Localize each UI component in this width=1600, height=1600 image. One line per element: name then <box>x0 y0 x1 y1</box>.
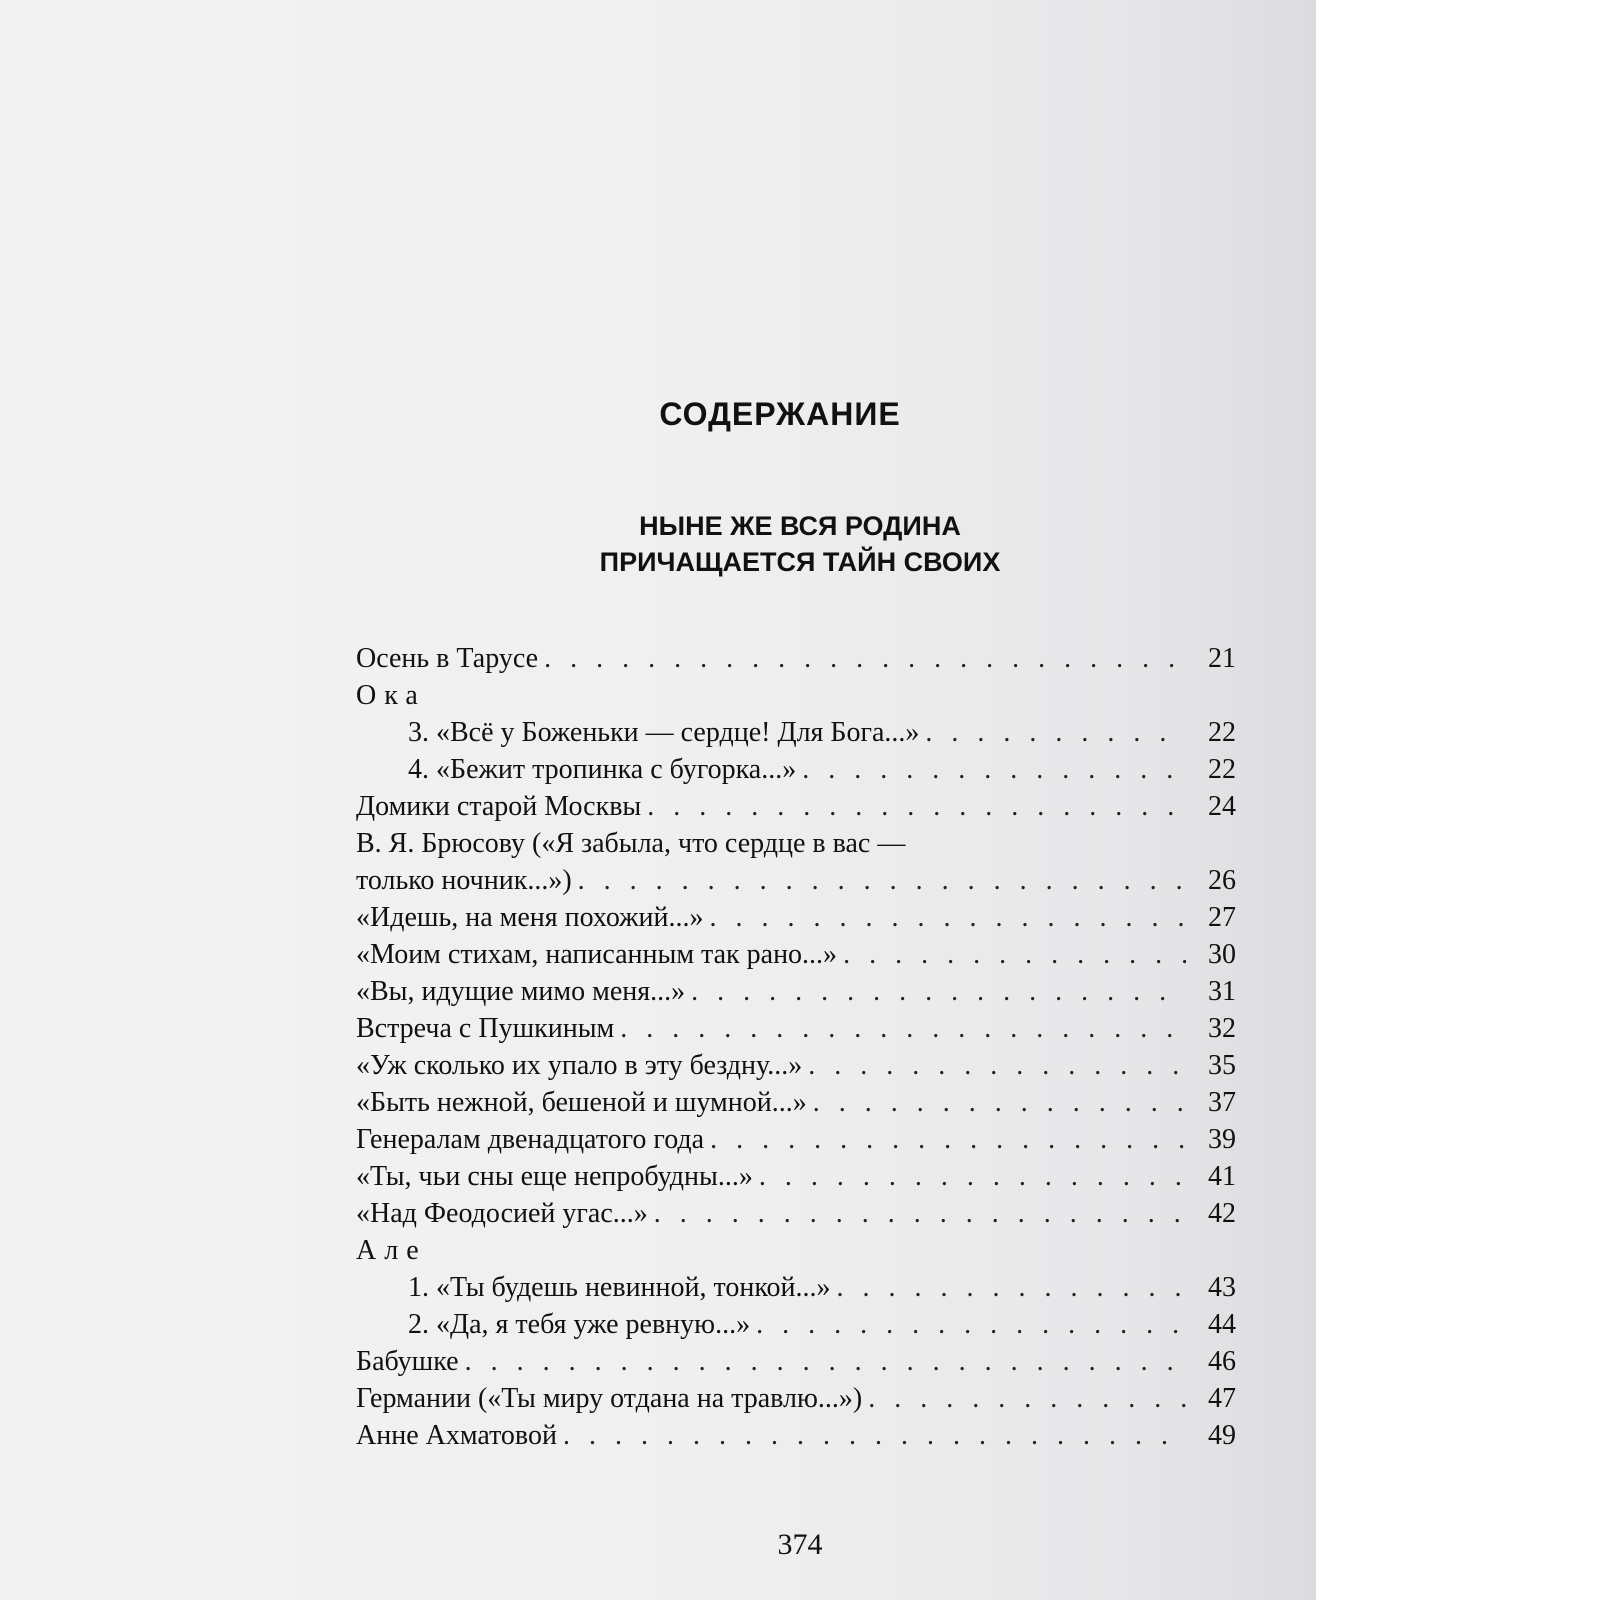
toc-entry-title: «Вы, идущие мимо меня...» <box>356 976 686 1007</box>
toc-entry <box>356 640 1236 677</box>
contents-heading: СОДЕРЖАНИЕ <box>659 396 901 432</box>
toc-entry-page: 37 <box>1208 1087 1236 1118</box>
toc-entry <box>356 1343 1236 1380</box>
toc-entry <box>356 788 1236 825</box>
toc-entry-title: В. Я. Брюсову («Я забыла, что сердце в вас — <box>356 828 906 859</box>
toc-entry-title: Домики старой Москвы <box>356 791 642 822</box>
toc-entry <box>356 1047 1236 1084</box>
toc-entry-page: 24 <box>1208 791 1236 822</box>
toc-entry <box>356 714 1236 751</box>
dot-leader <box>563 1417 1186 1454</box>
toc-entry-page: 27 <box>1208 902 1236 933</box>
toc-entry-page: 46 <box>1208 1346 1236 1377</box>
toc-entry-title: Але <box>356 1235 427 1266</box>
dot-leader <box>925 714 1186 751</box>
dot-leader <box>709 899 1186 936</box>
dot-leader <box>465 1343 1186 1380</box>
toc-entry-first-line <box>356 825 1236 862</box>
toc-entry-title: Ока <box>356 680 426 711</box>
dot-leader <box>843 936 1186 973</box>
toc-entry-page: 21 <box>1208 643 1236 674</box>
toc-entry-title: Встреча с Пушкиным <box>356 1013 615 1044</box>
toc-entry-page: 31 <box>1208 976 1236 1007</box>
toc-entry-page: 22 <box>1208 754 1236 785</box>
toc-entry-page: 26 <box>1208 865 1236 896</box>
dot-leader <box>813 1084 1186 1121</box>
toc-entry <box>356 1417 1236 1454</box>
toc-entry-page: 47 <box>1208 1383 1236 1414</box>
toc-entry-title: Анне Ахматовой <box>356 1420 557 1451</box>
toc-entry-page: 22 <box>1208 717 1236 748</box>
dot-leader <box>756 1306 1186 1343</box>
page-margin <box>1316 0 1600 1600</box>
dot-leader <box>620 1010 1186 1047</box>
toc-entry-title: «Моим стихам, написанным так рано...» <box>356 939 838 970</box>
toc-entry <box>356 1121 1236 1158</box>
toc-group-heading <box>356 677 1236 714</box>
toc-entry <box>356 1010 1236 1047</box>
toc-entry-page: 42 <box>1208 1198 1236 1229</box>
table-of-contents <box>356 640 1236 1454</box>
toc-entry-title: 4. «Бежит тропинка с бугорка...» <box>408 754 797 785</box>
toc-entry-page: 30 <box>1208 939 1236 970</box>
toc-entry-title: «Над Феодосией угас...» <box>356 1198 648 1229</box>
toc-entry-title: «Уж сколько их упало в эту бездну...» <box>356 1050 803 1081</box>
toc-entry-title: «Идешь, на меня похожий...» <box>356 902 704 933</box>
toc-entry-title: «Быть нежной, бешеной и шумной...» <box>356 1087 807 1118</box>
toc-entry <box>356 936 1236 973</box>
toc-entry-title: Германии («Ты миру отдана на травлю...») <box>356 1383 863 1414</box>
toc-entry <box>356 751 1236 788</box>
toc-entry-title: только ночник...») <box>356 865 572 896</box>
toc-group-heading <box>356 1232 1236 1269</box>
toc-entry-title: 2. «Да, я тебя уже ревную...» <box>408 1309 751 1340</box>
toc-entry <box>356 1158 1236 1195</box>
dot-leader <box>691 973 1186 1010</box>
section-title-line-2: ПРИЧАЩАЕТСЯ ТАЙН СВОИХ <box>599 547 1001 577</box>
section-title-line-1: НЫНЕ ЖЕ ВСЯ РОДИНА <box>639 511 961 541</box>
toc-entry <box>356 1306 1236 1343</box>
dot-leader <box>544 640 1186 677</box>
dot-leader <box>759 1158 1186 1195</box>
dot-leader <box>654 1195 1186 1232</box>
toc-entry <box>356 1380 1236 1417</box>
toc-entry <box>356 899 1236 936</box>
toc-entry-page: 43 <box>1208 1272 1236 1303</box>
dot-leader <box>808 1047 1186 1084</box>
toc-entry-title: Генералам двенадцатого года <box>356 1124 705 1155</box>
section-title <box>540 508 1060 580</box>
toc-entry <box>356 1269 1236 1306</box>
dot-leader <box>802 751 1186 788</box>
toc-entry-title: Осень в Тарусе <box>356 643 539 674</box>
dot-leader <box>710 1121 1186 1158</box>
toc-entry-title: 3. «Всё у Боженьки — сердце! Для Бога...» <box>408 717 920 748</box>
toc-entry <box>356 862 1236 899</box>
dot-leader <box>837 1269 1186 1306</box>
toc-entry-page: 41 <box>1208 1161 1236 1192</box>
toc-entry-page: 44 <box>1208 1309 1236 1340</box>
toc-entry <box>356 1195 1236 1232</box>
toc-entry-page: 35 <box>1208 1050 1236 1081</box>
dot-leader <box>578 862 1186 899</box>
toc-entry-page: 49 <box>1208 1420 1236 1451</box>
toc-entry-page: 32 <box>1208 1013 1236 1044</box>
dot-leader <box>868 1380 1186 1417</box>
toc-entry-title: «Ты, чьи сны еще непробудны...» <box>356 1161 753 1192</box>
toc-entry-title: Бабушке <box>356 1346 459 1377</box>
dot-leader <box>647 788 1186 825</box>
toc-entry-page: 39 <box>1208 1124 1236 1155</box>
page-number: 374 <box>777 1528 823 1561</box>
toc-entry-title: 1. «Ты будешь невинной, тонкой...» <box>408 1272 831 1303</box>
toc-entry <box>356 973 1236 1010</box>
toc-entry <box>356 1084 1236 1121</box>
